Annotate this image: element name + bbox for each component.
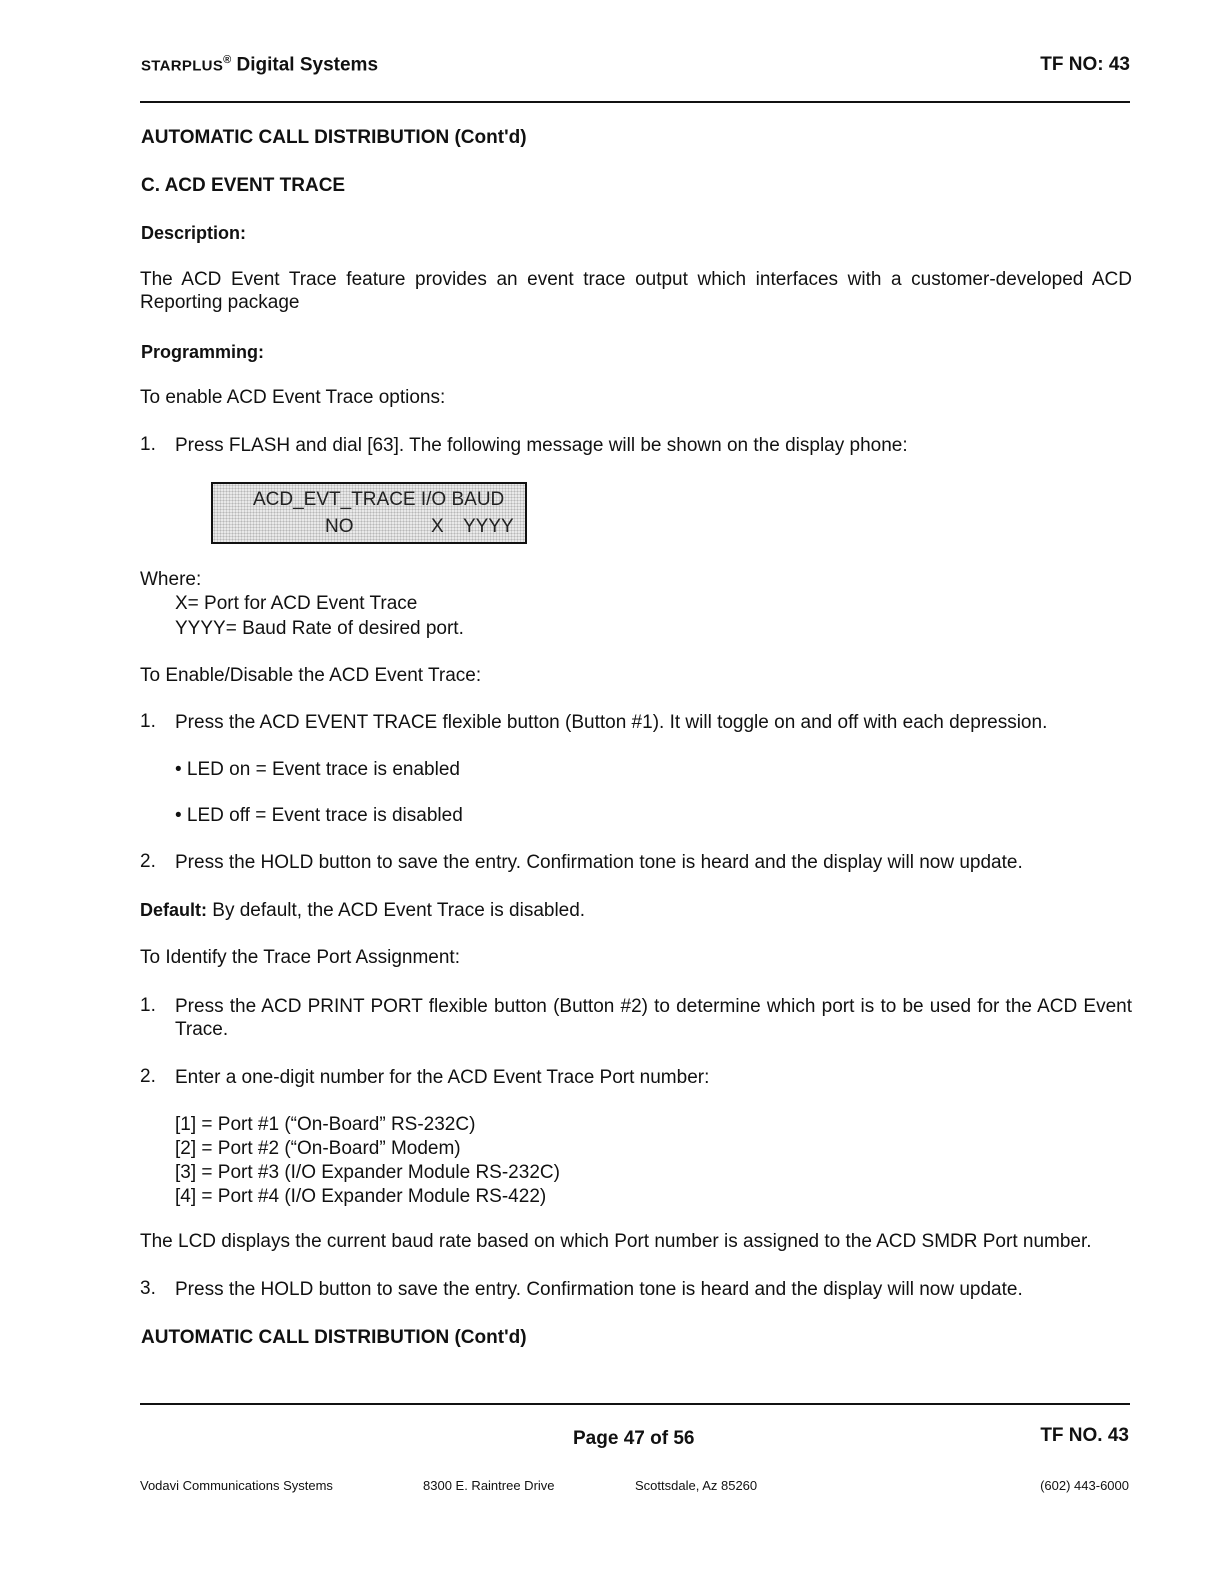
header-rule bbox=[140, 101, 1130, 103]
port-option-3: [3] = Port #3 (I/O Expander Module RS-232C) bbox=[175, 1162, 560, 1183]
footer-company: Vodavi Communications Systems bbox=[140, 1478, 333, 1493]
default-text: By default, the ACD Event Trace is disabled. bbox=[207, 900, 586, 921]
led-off-bullet: • LED off = Event trace is disabled bbox=[175, 805, 463, 826]
lcd-line-1: ACD_EVT_TRACE I/O BAUD bbox=[253, 489, 505, 510]
trace-step-3: Press the HOLD button to save the entry. Confirmation tone is heard and the display will now update. bbox=[175, 1279, 1023, 1300]
registered-mark: ® bbox=[223, 54, 232, 66]
step-number: 2. bbox=[140, 1066, 156, 1087]
lcd-baud: YYYY bbox=[463, 516, 514, 537]
step-number: 1. bbox=[140, 434, 156, 455]
section-title-bottom: AUTOMATIC CALL DISTRIBUTION (Cont'd) bbox=[141, 1327, 527, 1348]
footer-city: Scottsdale, Az 85260 bbox=[635, 1478, 758, 1493]
default-label: Default: bbox=[140, 900, 207, 920]
where-label: Where: bbox=[140, 569, 202, 590]
step-number: 3. bbox=[140, 1278, 156, 1299]
default-line bbox=[140, 899, 585, 922]
lcd-display bbox=[211, 482, 527, 544]
led-on-bullet: • LED on = Event trace is enabled bbox=[175, 759, 460, 780]
programming-heading: Programming: bbox=[141, 342, 265, 362]
footer-rule bbox=[140, 1403, 1130, 1405]
trace-step-1: Press the ACD PRINT PORT flexible button (Button #2) to determine which port is to be used for the ACD Event Trace. bbox=[175, 996, 1132, 1040]
where-x-definition: X= Port for ACD Event Trace bbox=[175, 593, 418, 614]
lcd-port: X bbox=[431, 516, 444, 537]
description-heading: Description: bbox=[141, 223, 247, 243]
programming-intro: To enable ACD Event Trace options: bbox=[140, 387, 446, 408]
footer-phone: (602) 443-6000 bbox=[1040, 1478, 1129, 1493]
programming-step-1: Press FLASH and dial [63]. The following message will be shown on the display phone: bbox=[175, 435, 908, 456]
enable-disable-intro: To Enable/Disable the ACD Event Trace: bbox=[140, 665, 482, 686]
trace-port-intro: To Identify the Trace Port Assignment: bbox=[140, 947, 460, 968]
brand-suffix: Digital Systems bbox=[236, 54, 379, 76]
step-number: 1. bbox=[140, 995, 156, 1016]
brand-name: STARPLUS bbox=[141, 57, 224, 75]
trace-step-2: Enter a one-digit number for the ACD Event Trace Port number: bbox=[175, 1067, 710, 1088]
step-number: 2. bbox=[140, 851, 156, 872]
where-y-definition: YYYY= Baud Rate of desired port. bbox=[175, 618, 464, 639]
lcd-note: The LCD displays the current baud rate based on which Port number is assigned to the ACD SMDR Port number. bbox=[140, 1231, 1092, 1252]
lcd-status: NO bbox=[325, 516, 354, 537]
section-title: AUTOMATIC CALL DISTRIBUTION (Cont'd) bbox=[141, 127, 527, 148]
footer-street: 8300 E. Raintree Drive bbox=[423, 1478, 555, 1493]
subsection-title: C. ACD EVENT TRACE bbox=[141, 175, 346, 196]
enable-step-1: Press the ACD EVENT TRACE flexible button (Button #1). It will toggle on and off with each depression. bbox=[175, 712, 1048, 733]
header-doc-id: TF NO: 43 bbox=[1040, 54, 1130, 75]
enable-step-2: Press the HOLD button to save the entry. Confirmation tone is heard and the display will now update. bbox=[175, 852, 1023, 873]
footer-doc-id: TF NO. 43 bbox=[1040, 1425, 1129, 1446]
step-number: 1. bbox=[140, 711, 156, 732]
port-option-4: [4] = Port #4 (I/O Expander Module RS-422) bbox=[175, 1186, 547, 1207]
page-number: Page 47 of 56 bbox=[573, 1428, 695, 1449]
description-text: The ACD Event Trace feature provides an event trace output which interfaces with a customer-developed ACD Reporting package bbox=[140, 269, 1132, 313]
port-option-2: [2] = Port #2 (“On-Board” Modem) bbox=[175, 1138, 461, 1159]
header-brand bbox=[141, 54, 378, 76]
port-option-1: [1] = Port #1 (“On-Board” RS-232C) bbox=[175, 1114, 476, 1135]
